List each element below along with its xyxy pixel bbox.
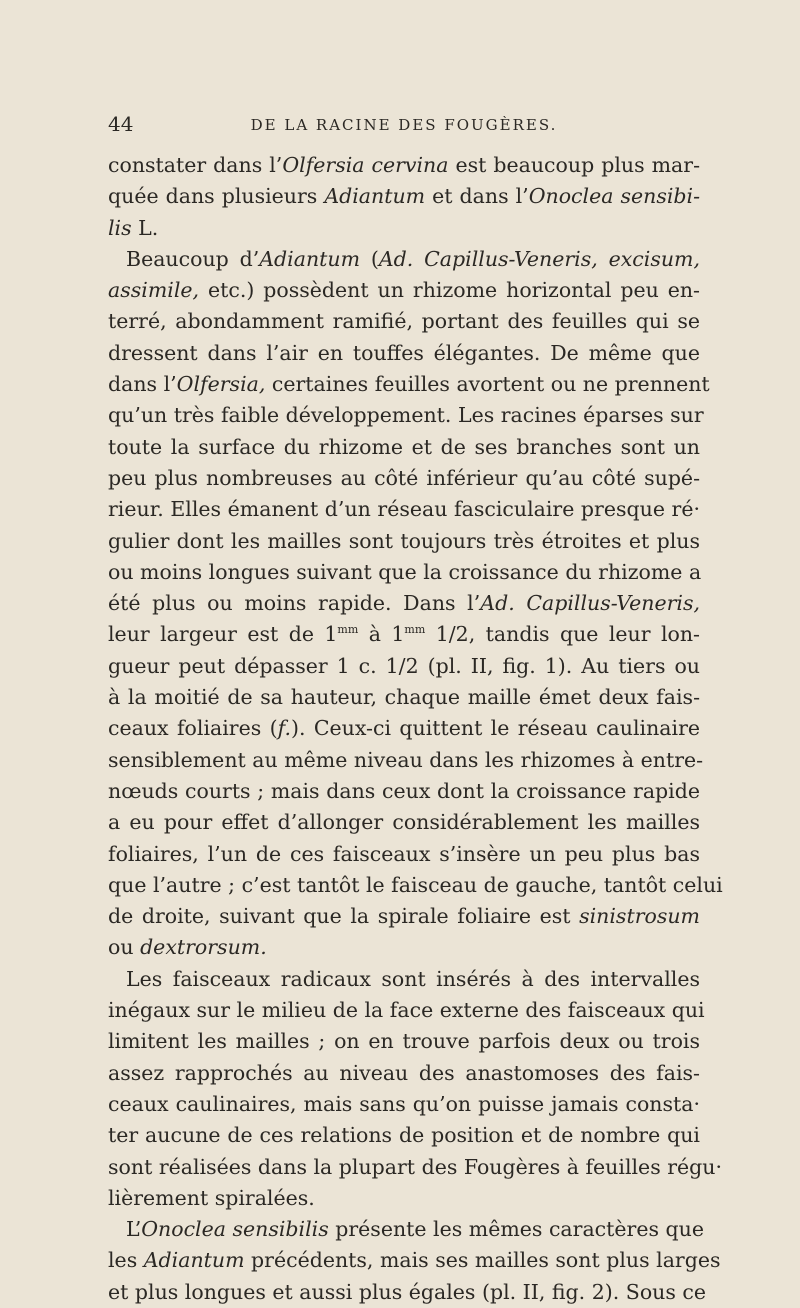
text-line: gulier dont les mailles sont toujours très étroites et plus [108,528,700,553]
text-line: limitent les mailles ; on en trouve parfois deux ou trois [108,1029,700,1054]
text-line: toute la surface du rhizome et de ses branches sont un [108,434,700,459]
text-line: rieur. Elles émanent d’un réseau fasciculaire presque ré· [108,497,700,522]
text-line: et plus longues et aussi plus égales (pl. II, fig. 2). Sous ce [108,1279,707,1304]
text-line: dressent dans l’air en touffes élégantes. De même que [108,340,700,365]
italic-term: dextrorsum. [140,935,267,960]
italic-taxon: Onoclea sensibilis [141,1217,329,1242]
italic-taxon: Adiantum [324,184,426,209]
italic-term: sinistrosum [579,904,700,929]
italic-taxon: Ad. Capillus-Veneris, [480,591,700,616]
text-line: constater dans l’Olfersia cervina est beaucoup plus mar- [108,153,700,177]
text-line: été plus ou moins rapide. Dans l’Ad. Capillus-Veneris, [108,591,700,616]
text-line: à la moitié de sa hauteur, chaque maille émet deux fais- [108,685,700,710]
italic-taxon: Olfersia cervina [282,153,449,177]
text-line: L’Onoclea sensibilis présente les mêmes caractères que [126,1217,704,1242]
text-line: les Adiantum précédents, mais ses mailles sont plus larges [108,1248,721,1273]
text-line: sensiblement au même niveau dans les rhizomes à entre- [108,747,704,772]
text-line: Les faisceaux radicaux sont insérés à des intervalles [126,966,700,991]
text-line: ceaux foliaires (f.). Ceux-ci quittent le réseau caulinaire [108,716,701,741]
text-line: peu plus nombreuses au côté inférieur qu’au côté supé- [108,465,700,490]
unit-superscript: mm [337,623,359,637]
italic-taxon: Olfersia, [176,372,266,397]
text-line: lis L. [108,215,159,240]
text-line: ceaux caulinaires, mais sans qu’on puisse jamais consta· [108,1091,700,1116]
text-line: de droite, suivant que la spirale foliaire est sinistrosum [108,904,700,929]
running-title: DE LA RACINE DES FOUGÈRES. [250,116,558,134]
text-line: que l’autre ; c’est tantôt le faisceau de gauche, tantôt celui [108,872,723,897]
text-line: a eu pour effet d’allonger considérablement les mailles [108,810,700,835]
text-line: terré, abondamment ramifié, portant des feuilles qui se [108,309,700,334]
text-line: gueur peut dépasser 1 c. 1/2 (pl. II, fig. 1). Au tiers ou [108,653,700,678]
body-text [108,150,723,1308]
text-line: ter aucune de ces relations de position et de nombre qui [108,1123,700,1148]
italic-taxon: lis [108,215,132,240]
page-header [108,112,700,142]
text-line: inégaux sur le milieu de la face externe des faisceaux qui [108,998,705,1023]
page-number: 44 [108,112,134,136]
text-line: qu’un très faible développement. Les racines éparses sur [108,403,704,428]
italic-taxon: assimile, [108,278,200,303]
italic-taxon: Onoclea sensibi- [528,184,701,209]
text-line: foliaires, l’un de ces faisceaux s’insère un peu plus bas [108,841,700,866]
italic-taxon: Ad. Capillus-Veneris, excisum, [378,246,700,271]
text-line: nœuds courts ; mais dans ceux dont la croissance rapide [108,778,700,803]
text-line: lièrement spiralées. [108,1185,315,1210]
text-line: ou dextrorsum. [108,935,267,960]
text-line: sont réalisées dans la plupart des Fougères à feuilles régu· [108,1154,722,1179]
text-line: ou moins longues suivant que la croissance du rhizome a [108,559,702,584]
text-line: assimile, etc.) possèdent un rhizome horizontal peu en- [108,278,700,303]
text-line: leur largeur est de $1^{mm}$ à $1^{mm}$ 1/2, tandis que leur lon- [108,622,700,647]
text-line: quée dans plusieurs Adiantum et dans l’Onoclea sensibi- [108,184,701,209]
italic-taxon: Adiantum [143,1248,245,1273]
text-line: Beaucoup d’Adiantum (Ad. Capillus-Veneris, excisum, [126,246,700,271]
text-line: assez rapprochés au niveau des anastomoses des fais- [108,1060,700,1085]
italic-taxon: Adiantum [259,246,361,271]
text-line: dans l’Olfersia, certaines feuilles avortent ou ne prennent [108,372,710,397]
unit-superscript: mm [404,623,426,637]
italic-abbrev: f. [277,716,291,741]
